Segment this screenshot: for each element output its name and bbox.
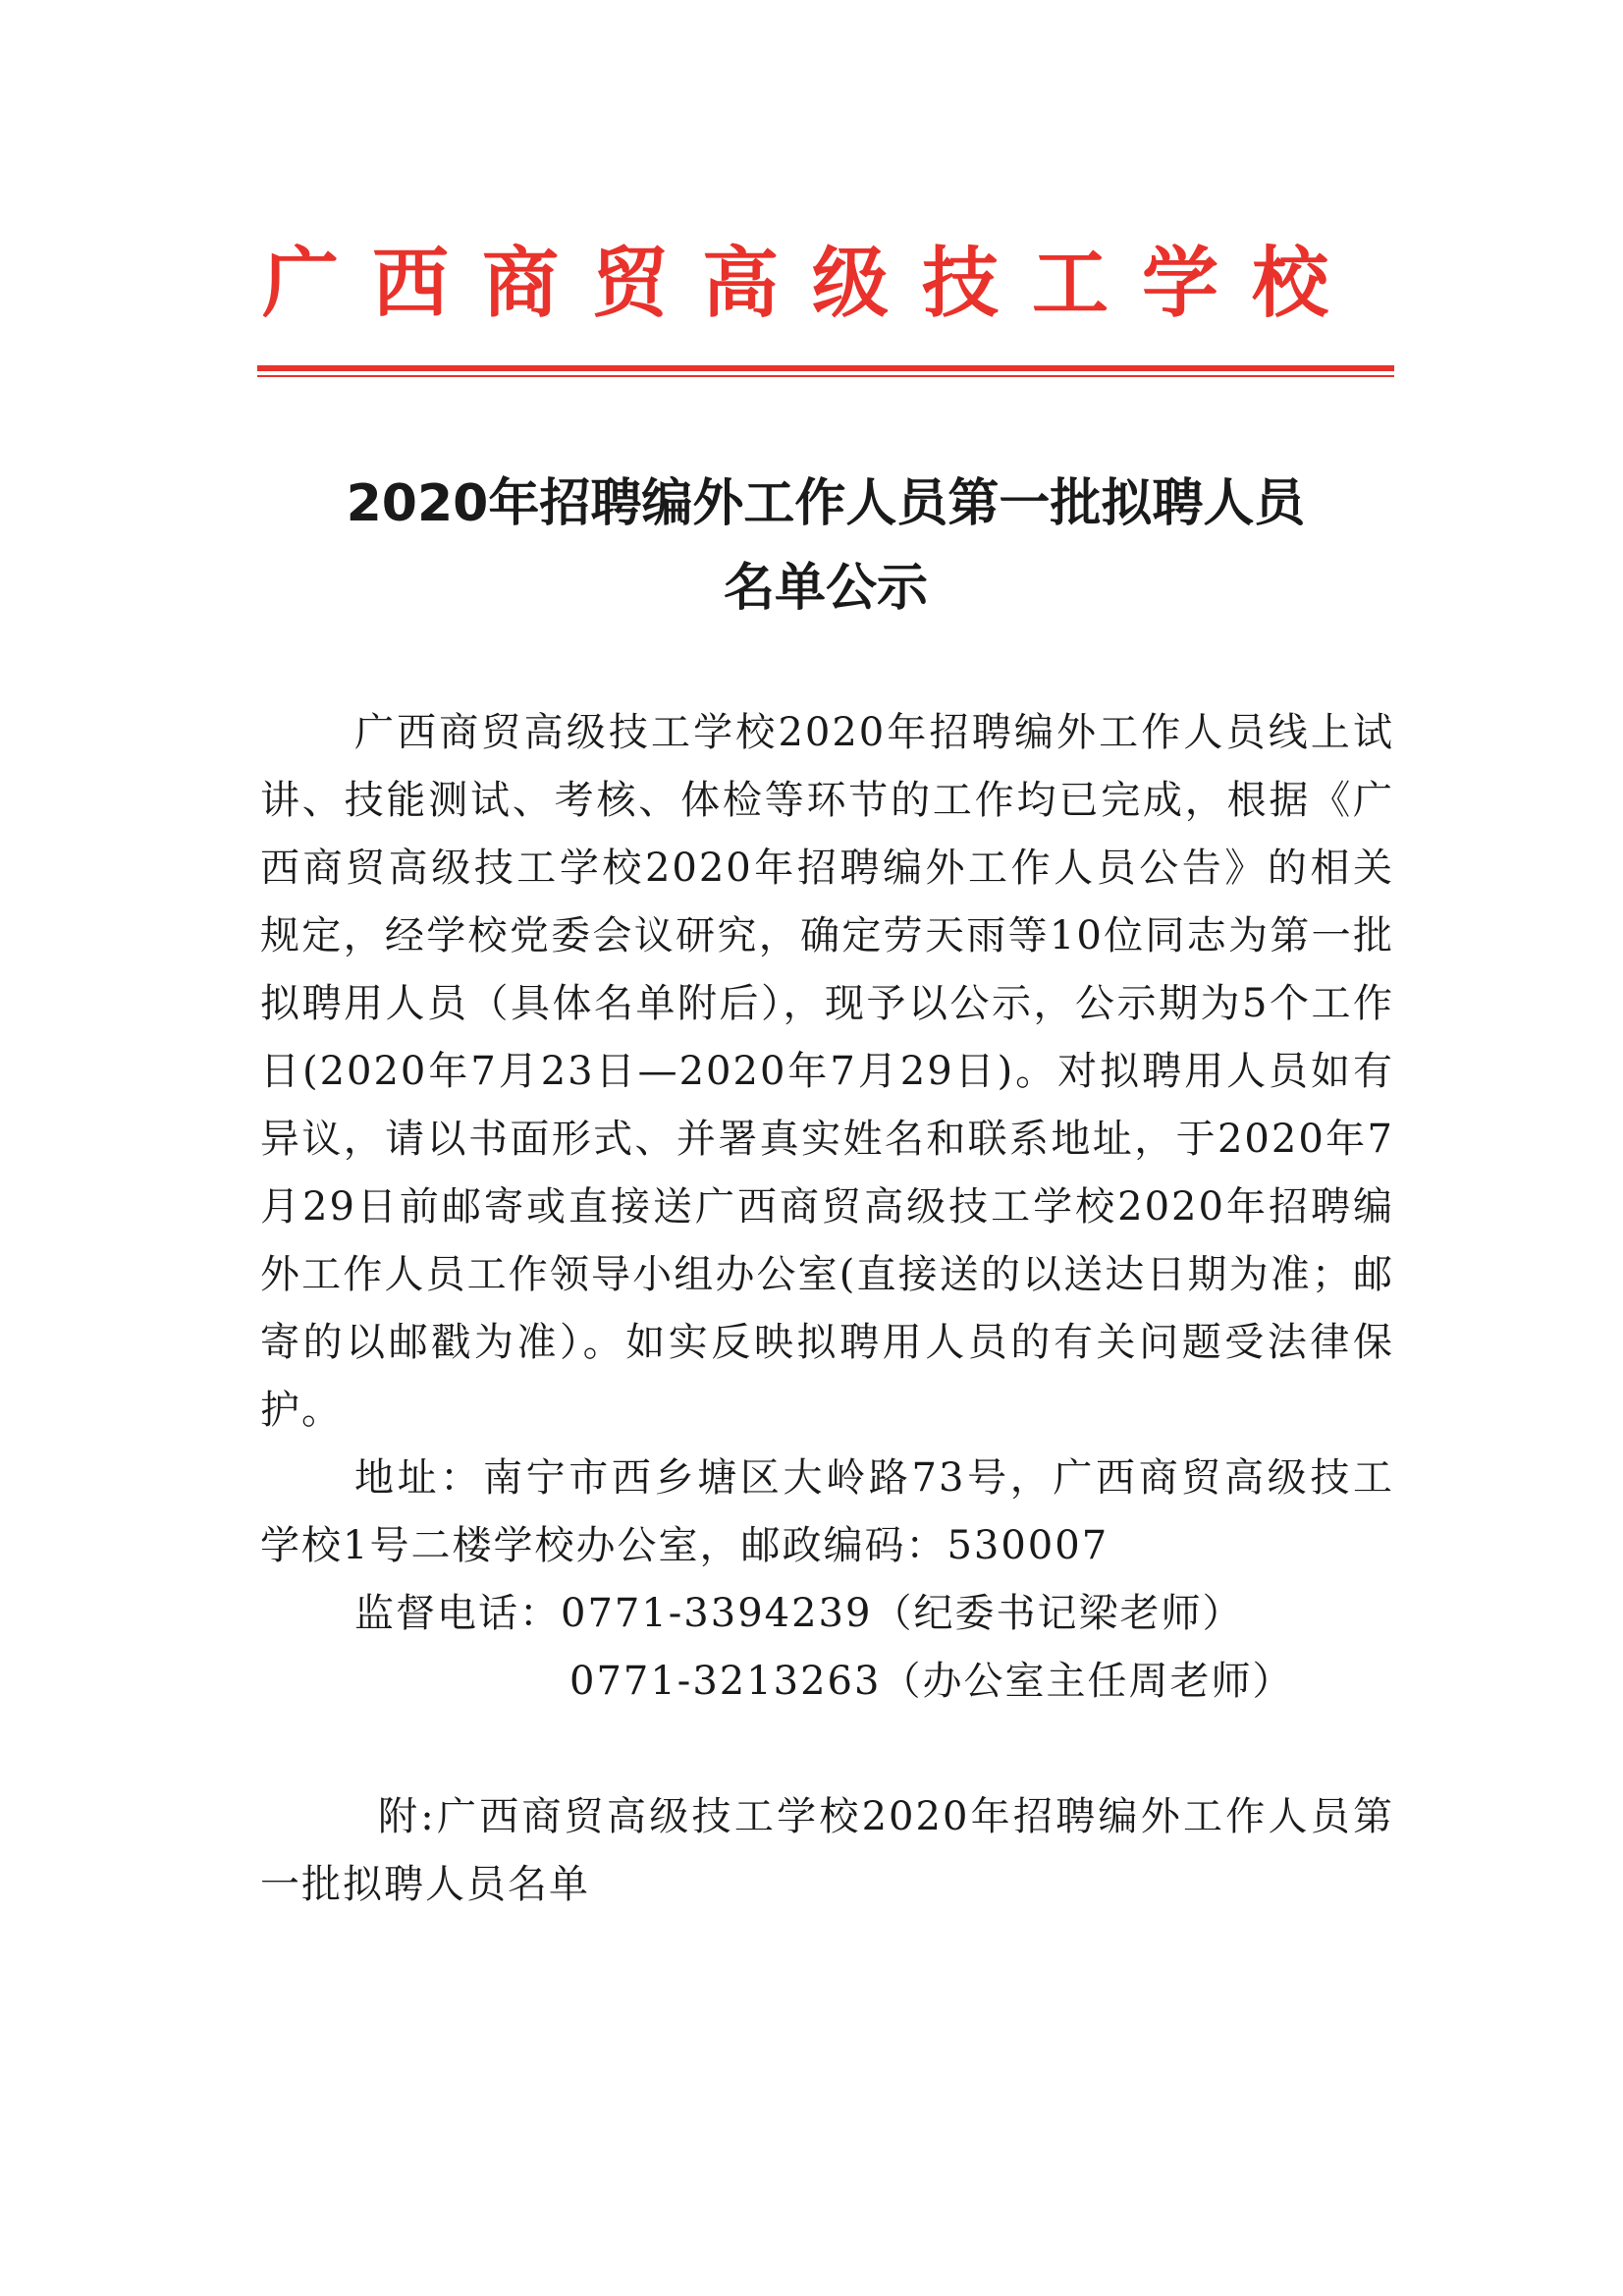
letterhead-rule-thick xyxy=(257,365,1394,371)
address-paragraph: 地址：南宁市西乡塘区大岭路73号，广西商贸高级技工学校1号二楼学校办公室，邮政编码：530007 xyxy=(260,1455,1394,1568)
document-body xyxy=(260,699,1394,1919)
phone-line-2: 0771-3213263（办公室主任周老师） xyxy=(569,1659,1294,1704)
document-title-line2: 名单公示 xyxy=(723,559,928,618)
document-title xyxy=(257,462,1394,630)
letterhead-school-name: 广西商贸高级技工学校 xyxy=(261,240,1362,328)
main-paragraph: 广西商贸高级技工学校2020年招聘编外工作人员线上试讲、技能测试、考核、体检等环节的工作均已完成，根据《广西商贸高级技工学校2020年招聘编外工作人员公告》的相关规定，经学校党委会议研究，确定劳天雨等10位同志为第一批拟聘用人员（具体名单附后），现予以公示，公示期为5个工作日(2020年7月23日—2020年7月29日)。对拟聘用人员如有异议，请以书面形式、并署真实姓名和联系地址，于2020年7月29日前邮寄或直接送广西商贸高级技工学校2020年招聘编外工作人员工作领导小组办公室(直接送的以送达日期为准；邮寄的以邮戳为准）。如实反映拟聘用人员的有关问题受法律保护。 xyxy=(260,710,1394,1433)
letterhead-rule-thin xyxy=(257,375,1394,377)
attachment-note: 附:广西商贸高级技工学校2020年招聘编外工作人员第一批拟聘人员名单 xyxy=(260,1794,1394,1907)
phone-line-1: 监督电话：0771-3394239（纪委书记梁老师） xyxy=(354,1591,1244,1636)
document-title-line1: 2020年招聘编外工作人员第一批拟聘人员 xyxy=(346,474,1306,533)
